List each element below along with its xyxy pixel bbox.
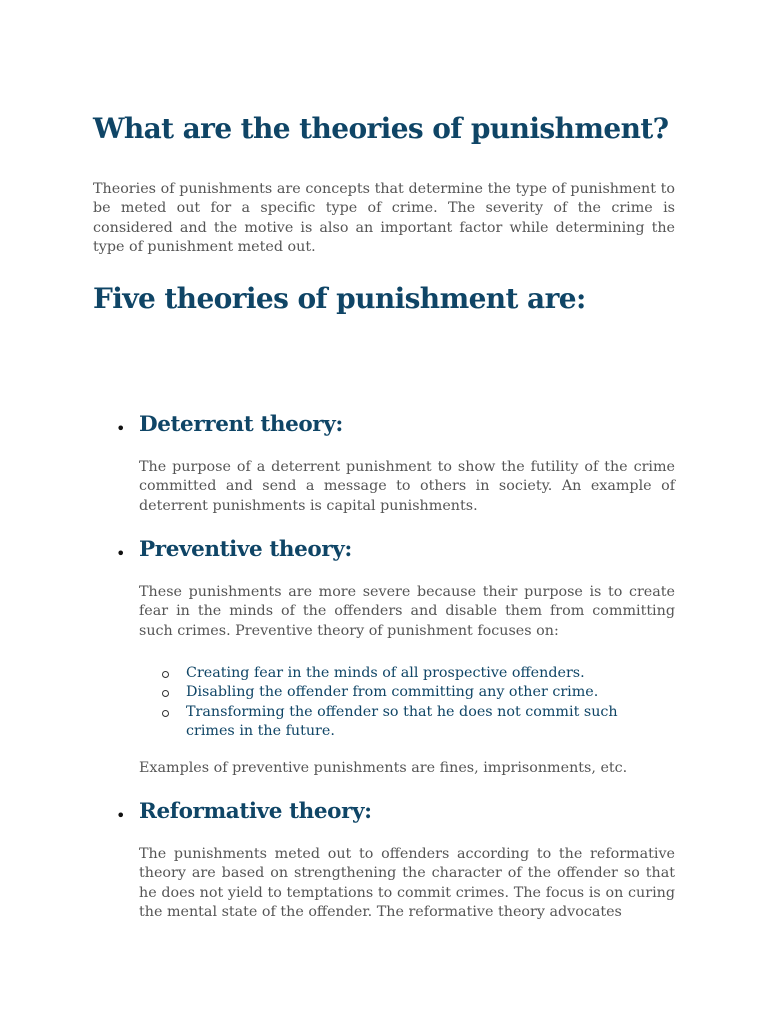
circle-bullet-icon	[162, 671, 169, 678]
list-item: Disabling the offender from committing any other crime.	[139, 683, 675, 702]
page-title: What are the theories of punishment?	[93, 112, 669, 145]
list-item: Creating fear in the minds of all prospective offenders.	[139, 664, 675, 683]
theory-heading-preventive: Preventive theory:	[139, 537, 352, 562]
list-item: Transforming the offender so that he does not commit such crimes in the future.	[139, 703, 675, 742]
preventive-focus-list	[139, 664, 675, 742]
preventive-examples-paragraph: Examples of preventive punishments are fines, imprisonments, etc.	[139, 760, 628, 776]
section-heading: Five theories of punishment are:	[93, 282, 586, 315]
theory-heading-reformative: Reformative theory:	[139, 799, 372, 824]
bullet-marker: •	[116, 544, 126, 563]
bullet-marker: •	[116, 806, 126, 825]
bullet-marker: •	[116, 419, 126, 438]
theory-heading-deterrent: Deterrent theory:	[139, 412, 343, 437]
theory-paragraph-deterrent: The purpose of a deterrent punishment to show the futility of the crime committed and send a message to others in society. An example of deterrent punishments is capital punishments.	[139, 459, 675, 514]
circle-bullet-icon	[162, 710, 169, 717]
theory-paragraph-reformative: The punishments meted out to offenders according to the reformative theory are based on strengthening the character of the offender so that he does not yield to temptations to commit crimes. The focus is on curing the mental state of the offender. The reformative theory advocates	[139, 846, 675, 921]
intro-paragraph: Theories of punishments are concepts that determine the type of punishment to be meted out for a specific type of crime. The severity of the crime is considered and the motive is also an important factor while determining the type of punishment meted out.	[93, 181, 675, 256]
circle-bullet-icon	[162, 690, 169, 697]
theory-paragraph-preventive: These punishments are more severe because their purpose is to create fear in the minds of the offenders and disable them from committing such crimes. Preventive theory of punishment focuses on:	[139, 584, 675, 639]
